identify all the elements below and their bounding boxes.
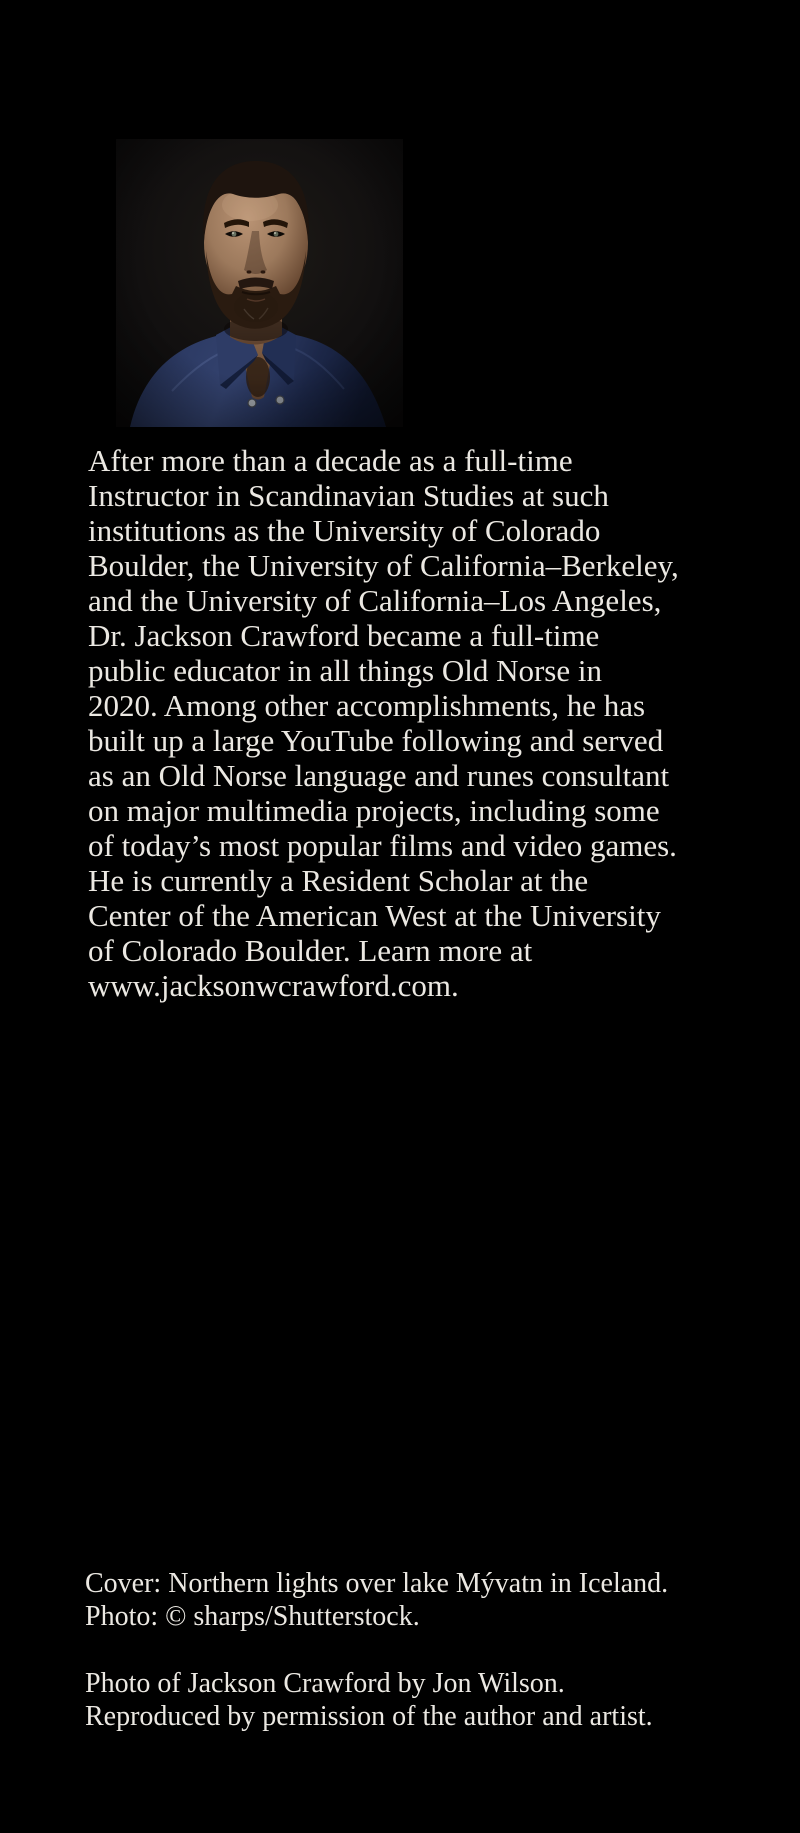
bio-line: Dr. Jackson Crawford became a full-time (88, 618, 600, 653)
author-photo (116, 139, 403, 427)
credit-line: Photo of Jackson Crawford by Jon Wilson. (85, 1668, 565, 1699)
bio-line: 2020. Among other accomplishments, he has (88, 688, 646, 723)
bio-line: Center of the American West at the University (88, 898, 661, 933)
bio-line: as an Old Norse language and runes consultant (88, 758, 670, 793)
bio-line: built up a large YouTube following and served (88, 723, 664, 758)
credit-line: Photo: © sharps/Shutterstock. (85, 1601, 420, 1632)
bio-line: of Colorado Boulder. Learn more at (88, 933, 533, 968)
credit-line: Reproduced by permission of the author and artist. (85, 1701, 653, 1732)
author-portrait-image (116, 139, 403, 427)
bio-line: He is currently a Resident Scholar at the (88, 863, 589, 898)
credit-line: Cover: Northern lights over lake Mývatn in Iceland. (85, 1568, 669, 1599)
photo-vignette (116, 139, 403, 427)
bio-line: of today’s most popular films and video games. (88, 828, 677, 863)
author-bio (88, 443, 748, 1003)
bio-line: public educator in all things Old Norse in (88, 653, 602, 688)
website-url: www.jacksonwcrawford.com. (88, 968, 459, 1003)
author-photo-credit (85, 1667, 765, 1733)
bio-line: After more than a decade as a full-time (88, 443, 573, 478)
bio-line: Instructor in Scandinavian Studies at such (88, 478, 609, 513)
bio-line: Boulder, the University of California–Berkeley, (88, 548, 679, 583)
bio-line: on major multimedia projects, including some (88, 793, 660, 828)
cover-photo-credit (85, 1567, 765, 1633)
bio-line: institutions as the University of Colorado (88, 513, 601, 548)
bio-line: and the University of California–Los Angeles, (88, 583, 662, 618)
